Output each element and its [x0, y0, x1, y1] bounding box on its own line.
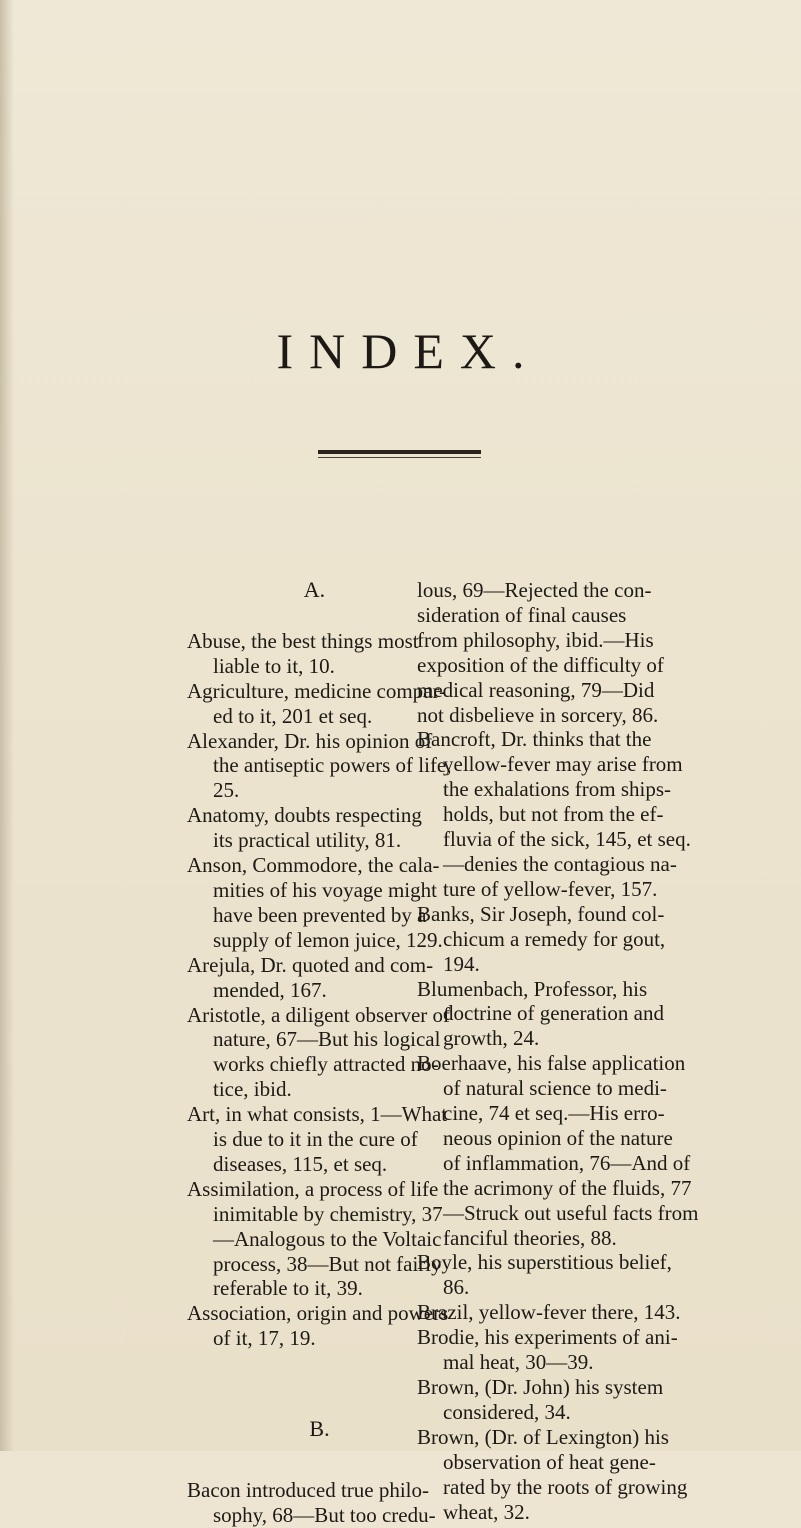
index-entry-line: Brodie, his experiments of ani- — [417, 1325, 678, 1350]
index-entry — [187, 803, 422, 853]
index-entry-line: tice, ibid. — [213, 1077, 292, 1102]
index-entry-line: Boyle, his superstitious belief, — [417, 1250, 672, 1275]
index-entry-line: Brown, (Dr. of Lexington) his — [417, 1424, 669, 1449]
index-entry — [417, 1424, 688, 1525]
index-entry-line: —denies the contagious na- — [443, 851, 677, 876]
index-entry-line: —Struck out useful facts from — [443, 1200, 699, 1225]
index-entry-line: of natural science to medi- — [443, 1076, 667, 1101]
title-rule — [318, 450, 481, 454]
index-entry-line: is due to it in the cure of — [213, 1127, 418, 1152]
continued-entry-line: medical reasoning, 79—Did — [417, 677, 655, 702]
index-entry-line: have been prevented by a — [213, 902, 427, 927]
page-title: INDEX. — [276, 323, 541, 379]
index-entry-line: neous opinion of the nature — [443, 1125, 673, 1150]
index-entry — [187, 1301, 449, 1351]
index-entry — [187, 628, 419, 679]
index-entry-line: works chiefly attracted no- — [213, 1052, 439, 1077]
index-entry — [187, 952, 434, 1003]
index-entry — [417, 901, 666, 977]
index-entry-line: Brown, (Dr. John) his system — [417, 1375, 664, 1399]
entries-b-list — [187, 1478, 436, 1528]
index-entry — [417, 1300, 681, 1325]
index-entry — [417, 1375, 664, 1425]
index-entry-line: —Analogous to the Voltaic — [213, 1226, 442, 1251]
index-entry-line: growth, 24. — [443, 1026, 540, 1051]
index-entry-line: Blumenbach, Professor, his — [417, 976, 648, 1001]
index-entry-line: mities of his voyage might — [213, 877, 437, 902]
index-entry-line: the exhalations from ships- — [443, 777, 672, 802]
index-entry-line: fluvia of the sick, 145, et seq. — [443, 827, 691, 852]
index-entry-line: observation of heat gene- — [443, 1449, 656, 1474]
index-entry-line: Art, in what consists, 1—What — [187, 1102, 448, 1127]
index-entry — [417, 976, 664, 1052]
index-entry-line: 25. — [213, 778, 240, 803]
page-edge-shadow — [0, 0, 14, 1451]
index-entry-line: sophy, 68—But too credu- — [213, 1503, 436, 1527]
index-entry-line: holds, but not from the ef- — [443, 802, 664, 827]
index-entry-line: its practical utility, 81. — [213, 828, 402, 853]
index-entry-line: of inflammation, 76—And of — [443, 1150, 691, 1175]
index-entry-line: mended, 167. — [213, 977, 327, 1002]
index-entry — [187, 678, 447, 729]
index-entry-line: referable to it, 39. — [213, 1276, 363, 1301]
index-entry-line: Association, origin and powers — [187, 1301, 449, 1326]
index-entry — [417, 727, 691, 901]
index-entry-line: considered, 34. — [443, 1399, 571, 1424]
continued-entry-line: sideration of final causes — [417, 602, 627, 627]
index-entry-line: the acrimony of the fluids, 77 — [443, 1175, 692, 1200]
index-entry-line: the antiseptic powers of life, — [213, 753, 452, 778]
continued-entry-line: not disbelieve in sorcery, 86. — [417, 702, 659, 727]
index-entry-line: Alexander, Dr. his opinion of — [187, 728, 433, 753]
index-entry-line: fanciful theories, 88. — [443, 1225, 617, 1250]
index-entry — [417, 1325, 678, 1375]
index-entry-line: process, 38—But not fairly — [213, 1251, 442, 1276]
index-entry-line: Anatomy, doubts respecting — [187, 803, 422, 828]
continued-entry-line: lous, 69—Rejected the con- — [417, 578, 652, 602]
continued-entry-line: from philosophy, ibid.—His — [417, 627, 654, 652]
index-entry-line: Abuse, the best things most — [187, 628, 419, 653]
index-entry — [417, 1250, 672, 1300]
index-entry-line: liable to it, 10. — [213, 653, 335, 678]
left-column — [187, 577, 452, 1528]
index-entry-line: Bancroft, Dr. thinks that the — [417, 727, 652, 752]
index-entry-line: Boerhaave, his false application — [417, 1051, 686, 1076]
section-letter-a: A. — [303, 577, 326, 602]
index-entry-line: yellow-fever may arise from — [443, 752, 683, 777]
index-entry-line: supply of lemon juice, 129. — [213, 927, 443, 952]
index-entry-line: Aristotle, a diligent observer of — [187, 1002, 451, 1027]
index-entry — [417, 1051, 699, 1250]
index-entry-line: rated by the roots of growing — [443, 1474, 688, 1499]
title-rule-thin — [318, 457, 481, 458]
index-entry-line: inimitable by chemistry, 37 — [213, 1201, 443, 1226]
index-entry-line: ture of yellow-fever, 157. — [443, 876, 658, 901]
index-entry-line: mal heat, 30—39. — [443, 1350, 594, 1375]
index-entry-line: of it, 17, 19. — [213, 1326, 316, 1351]
index-entry — [187, 1102, 448, 1177]
continued-entry-line: exposition of the difficulty of — [417, 652, 664, 677]
index-entry-line: diseases, 115, et seq. — [213, 1151, 388, 1176]
index-entry — [187, 1478, 436, 1528]
index-entry-line: cine, 74 et seq.—His erro- — [443, 1101, 665, 1126]
right-column — [417, 578, 699, 1524]
index-entry-line: Arejula, Dr. quoted and com- — [187, 952, 434, 977]
index-entry-line: nature, 67—But his logical — [213, 1027, 441, 1052]
index-entry-line: chicum a remedy for gout, — [443, 926, 666, 951]
index-entry-line: wheat, 32. — [443, 1499, 530, 1524]
index-entry-line: Agriculture, medicine compar- — [187, 678, 447, 703]
entries-right-list — [417, 727, 699, 1524]
index-entry — [187, 853, 443, 953]
continued-entry — [417, 578, 664, 727]
entries-a-list — [187, 628, 452, 1351]
index-entry-line: ed to it, 201 et seq. — [213, 703, 373, 728]
index-entry — [187, 728, 452, 804]
index-entry — [187, 1176, 443, 1302]
index-entry-line: Assimilation, a process of life — [187, 1176, 439, 1201]
index-entry-line: 194. — [443, 951, 480, 976]
index-entry — [187, 1002, 451, 1103]
index-entry-line: 86. — [443, 1275, 470, 1300]
index-entry-line: Banks, Sir Joseph, found col- — [417, 901, 665, 926]
index-entry-line: Bacon introduced true philo- — [187, 1478, 430, 1503]
index-entry-line: Brazil, yellow-fever there, 143. — [417, 1300, 681, 1325]
index-entry-line: doctrine of generation and — [443, 1001, 664, 1026]
section-letter-b: B. — [309, 1416, 330, 1442]
index-entry-line: Anson, Commodore, the cala- — [187, 853, 440, 878]
